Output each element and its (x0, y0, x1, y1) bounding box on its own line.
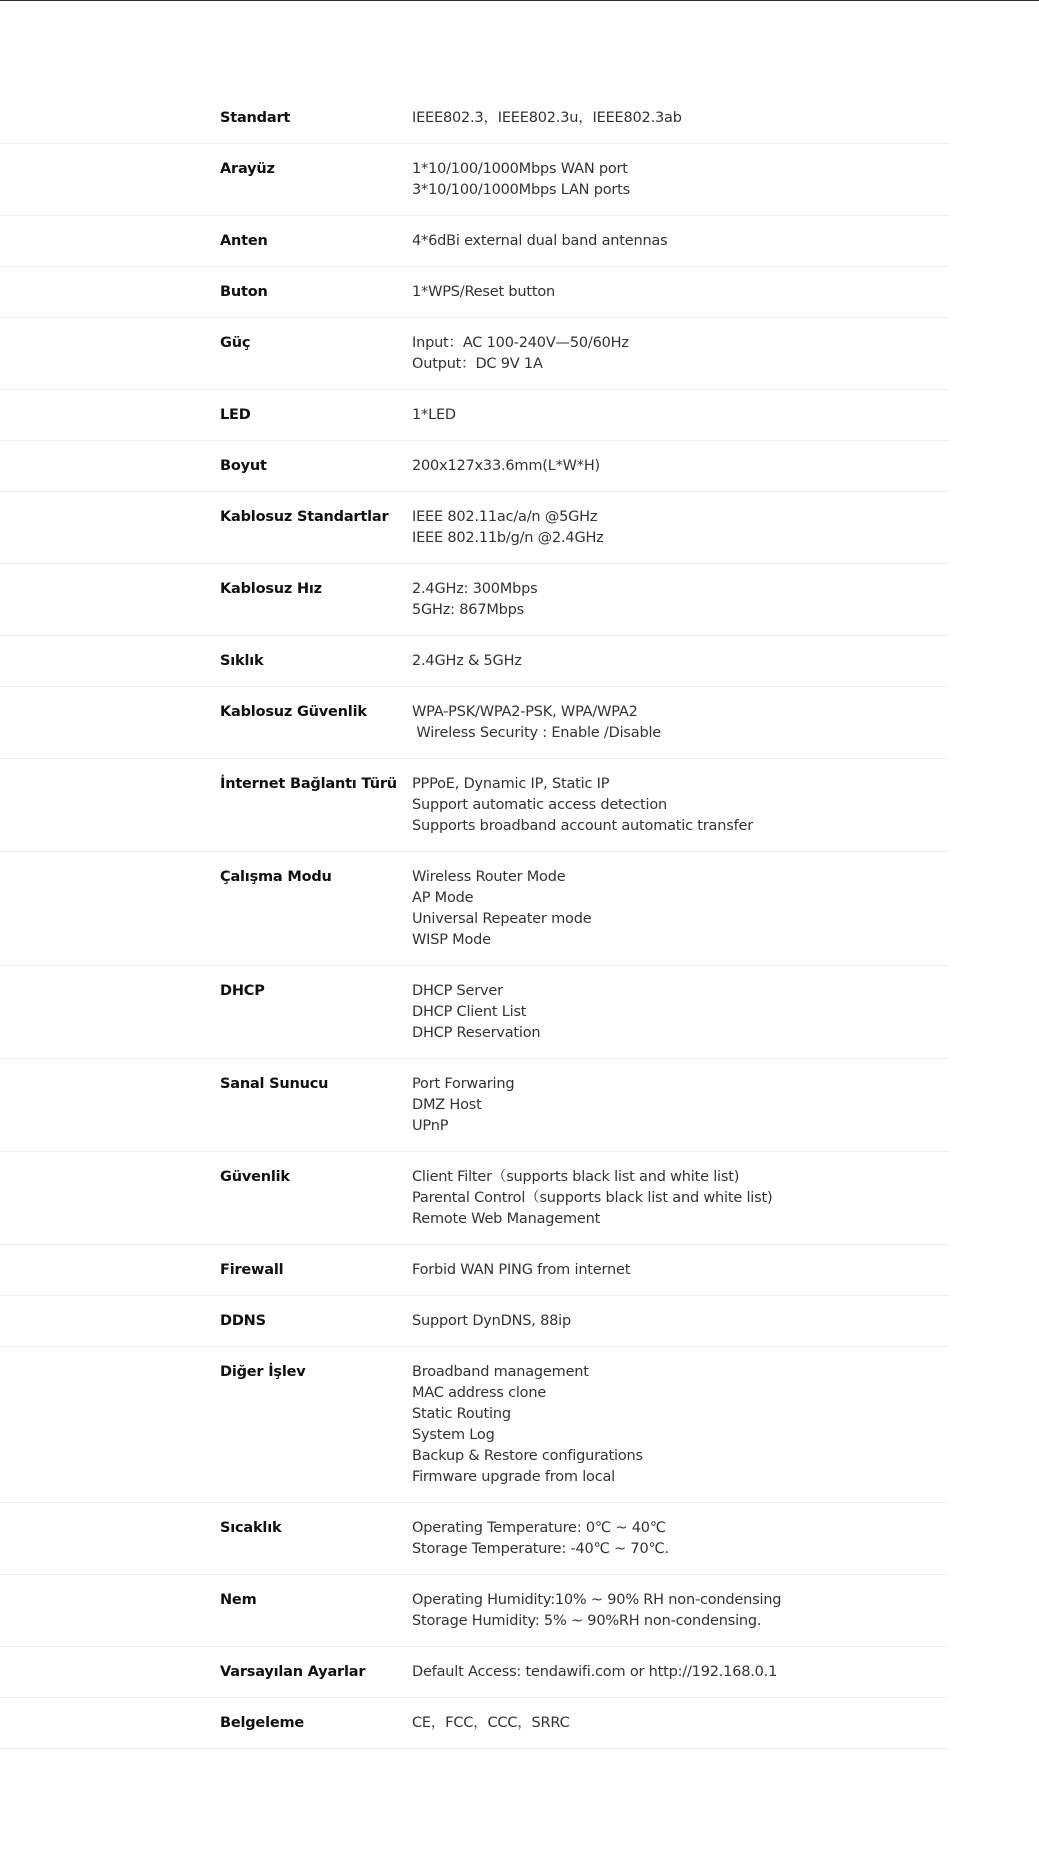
spec-value-line: Supports broadband account automatic transfer (412, 818, 753, 834)
spec-row (0, 267, 949, 318)
spec-label: Diğer İşlev (220, 1364, 306, 1380)
spec-values (412, 1713, 949, 1734)
spec-value-line: 5GHz: 867Mbps (412, 602, 525, 618)
spec-label: Sanal Sunucu (220, 1076, 329, 1092)
spec-value-line: 1*10/100/1000Mbps WAN port (412, 161, 628, 177)
spec-values (412, 651, 949, 672)
spec-row (0, 93, 949, 144)
spec-values (412, 1074, 949, 1137)
spec-value-line: 2.4GHz: 300Mbps (412, 581, 538, 597)
spec-label: Standart (220, 110, 291, 126)
spec-values (412, 159, 949, 201)
spec-label: Sıcaklık (220, 1520, 282, 1536)
spec-value-line: Input：AC 100-240V—50/60Hz (412, 335, 629, 351)
spec-value-line: Universal Repeater mode (412, 911, 592, 927)
spec-value-line: Operating Humidity:10% ~ 90% RH non-condensing (412, 1592, 782, 1608)
spec-value-line: Default Access: tendawifi.com or http://192.168.0.1 (412, 1664, 778, 1680)
spec-row (0, 1296, 949, 1347)
spec-label: Arayüz (220, 161, 275, 177)
spec-label: Buton (220, 284, 268, 300)
spec-label: Güç (220, 335, 251, 351)
spec-value-line: System Log (412, 1427, 495, 1443)
spec-value-line: DHCP Reservation (412, 1025, 541, 1041)
spec-value-line: 200x127x33.6mm(L*W*H) (412, 458, 600, 474)
spec-values (412, 108, 949, 129)
spec-value-line: Forbid WAN PING from internet (412, 1262, 631, 1278)
spec-values (412, 1362, 949, 1488)
spec-value-line: Output：DC 9V 1A (412, 356, 543, 372)
spec-value-line: 1*WPS/Reset button (412, 284, 555, 300)
spec-row (0, 492, 949, 564)
spec-value-line: 4*6dBi external dual band antennas (412, 233, 668, 249)
spec-value-line: Remote Web Management (412, 1211, 601, 1227)
spec-value-line: DHCP Client List (412, 1004, 527, 1020)
spec-values (412, 774, 949, 837)
spec-row (0, 1347, 949, 1503)
spec-row (0, 966, 949, 1059)
spec-row (0, 1647, 949, 1698)
spec-row (0, 216, 949, 267)
spec-values (412, 282, 949, 303)
spec-label: Firewall (220, 1262, 284, 1278)
spec-value-line: DMZ Host (412, 1097, 482, 1113)
spec-value-line: 1*LED (412, 407, 456, 423)
spec-value-line: Support automatic access detection (412, 797, 668, 813)
spec-row (0, 144, 949, 216)
spec-value-line: IEEE 802.11ac/a/n @5GHz (412, 509, 598, 525)
spec-row (0, 1503, 949, 1575)
spec-value-line: DHCP Server (412, 983, 503, 999)
spec-value-line: WPA-PSK/WPA2-PSK, WPA/WPA2 (412, 704, 638, 720)
spec-value-line: 2.4GHz & 5GHz (412, 653, 522, 669)
spec-row (0, 564, 949, 636)
spec-values (412, 507, 949, 549)
spec-values (412, 867, 949, 951)
spec-values (412, 231, 949, 252)
spec-value-line: MAC address clone (412, 1385, 547, 1401)
spec-row (0, 1245, 949, 1296)
spec-value-line: Client Filter（supports black list and white list) (412, 1169, 740, 1185)
spec-values (412, 405, 949, 426)
spec-row (0, 390, 949, 441)
spec-values (412, 1260, 949, 1281)
spec-row (0, 1152, 949, 1245)
spec-values (412, 1167, 949, 1230)
spec-values (412, 579, 949, 621)
spec-row (0, 1575, 949, 1647)
spec-value-line: Support DynDNS, 88ip (412, 1313, 571, 1329)
spec-value-line: Wireless Security : Enable /Disable (412, 725, 662, 741)
spec-value-line: PPPoE, Dynamic IP, Static IP (412, 776, 610, 792)
top-divider (0, 0, 1039, 1)
spec-value-line: 3*10/100/1000Mbps LAN ports (412, 182, 631, 198)
spec-label: LED (220, 407, 251, 423)
spec-value-line: Parental Control（supports black list and white list) (412, 1190, 773, 1206)
spec-values (412, 456, 949, 477)
spec-label: Anten (220, 233, 268, 249)
spec-label: Kablosuz Güvenlik (220, 704, 367, 720)
spec-row (0, 687, 949, 759)
spec-row (0, 636, 949, 687)
spec-label: Çalışma Modu (220, 869, 332, 885)
spec-label: DDNS (220, 1313, 266, 1329)
spec-values (412, 1311, 949, 1332)
spec-label: Nem (220, 1592, 257, 1608)
spec-row (0, 852, 949, 966)
spec-row (0, 1698, 949, 1749)
specifications-table (0, 93, 949, 1749)
spec-label: DHCP (220, 983, 265, 999)
spec-label: İnternet Bağlantı Türü (220, 776, 397, 792)
spec-row (0, 759, 949, 852)
spec-row (0, 1059, 949, 1152)
spec-value-line: IEEE 802.11b/g/n @2.4GHz (412, 530, 604, 546)
spec-value-line: Port Forwaring (412, 1076, 515, 1092)
spec-value-line: WISP Mode (412, 932, 491, 948)
spec-values (412, 1590, 949, 1632)
spec-value-line: Operating Temperature: 0℃ ~ 40℃ (412, 1520, 666, 1536)
spec-value-line: UPnP (412, 1118, 449, 1134)
spec-label: Belgeleme (220, 1715, 305, 1731)
spec-value-line: Storage Humidity: 5% ~ 90%RH non-condensing. (412, 1613, 762, 1629)
spec-value-line: IEEE802.3，IEEE802.3u，IEEE802.3ab (412, 110, 682, 126)
spec-label: Varsayılan Ayarlar (220, 1664, 366, 1680)
spec-value-line: CE，FCC，CCC，SRRC (412, 1715, 570, 1731)
spec-value-line: Wireless Router Mode (412, 869, 566, 885)
spec-values (412, 702, 949, 744)
spec-label: Kablosuz Hız (220, 581, 322, 597)
spec-label: Boyut (220, 458, 267, 474)
spec-value-line: AP Mode (412, 890, 474, 906)
spec-row (0, 441, 949, 492)
spec-value-line: Static Routing (412, 1406, 511, 1422)
spec-value-line: Broadband management (412, 1364, 589, 1380)
spec-values (412, 333, 949, 375)
spec-label: Güvenlik (220, 1169, 290, 1185)
spec-values (412, 1662, 949, 1683)
spec-label: Kablosuz Standartlar (220, 509, 389, 525)
spec-values (412, 981, 949, 1044)
spec-values (412, 1518, 949, 1560)
spec-row (0, 318, 949, 390)
spec-value-line: Firmware upgrade from local (412, 1469, 615, 1485)
spec-value-line: Backup & Restore configurations (412, 1448, 643, 1464)
spec-value-line: Storage Temperature: -40℃ ~ 70℃. (412, 1541, 669, 1557)
spec-label: Sıklık (220, 653, 264, 669)
